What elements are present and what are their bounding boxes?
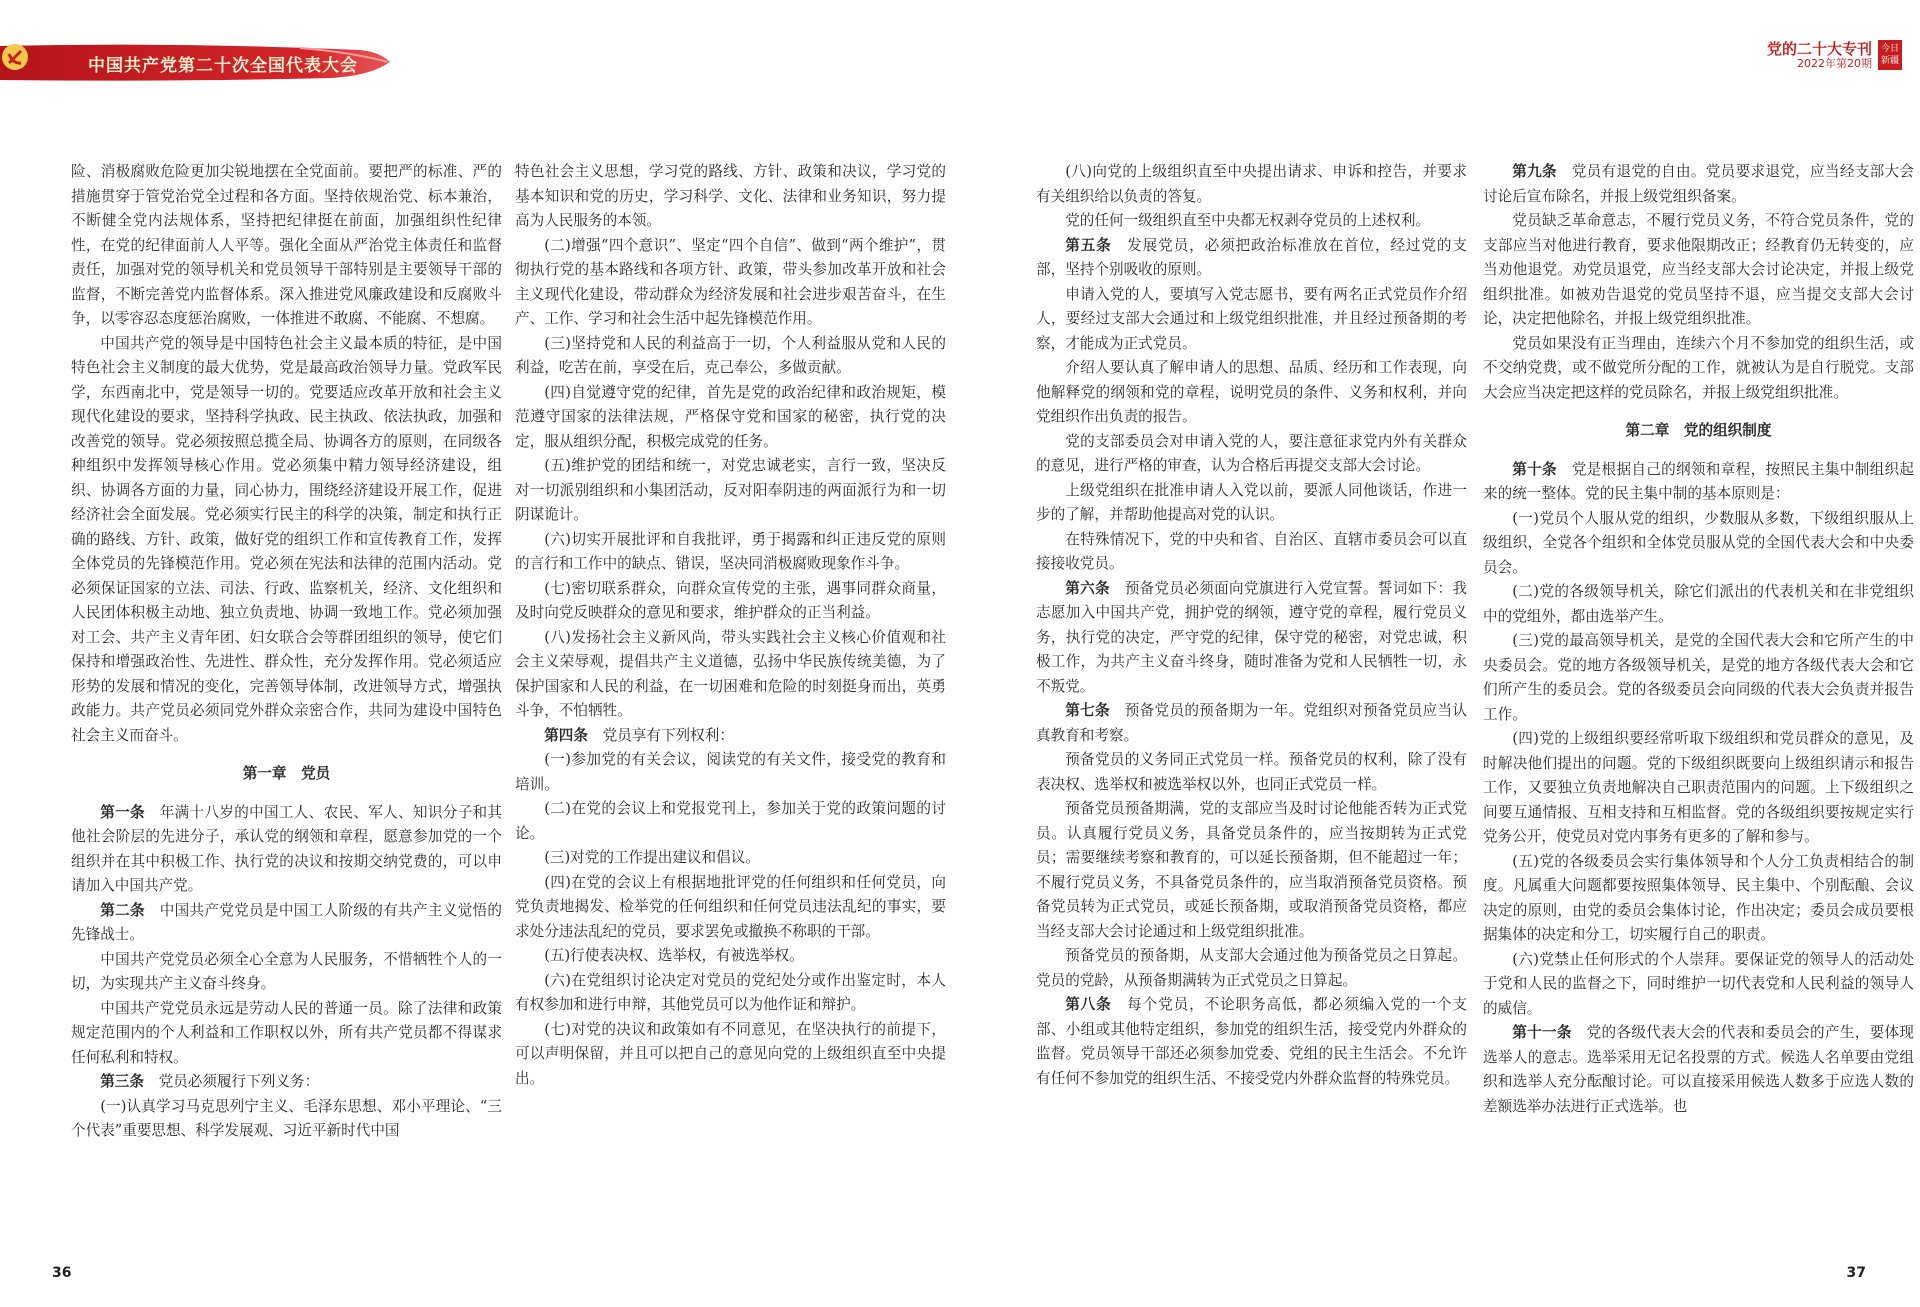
body-paragraph: (七)密切联系群众，向群众宣传党的主张，遇事同群众商量，及时向党反映群众的意见和要求，维护群众的正当利益。: [515, 579, 946, 621]
article-label: 第七条: [1065, 702, 1110, 719]
body-paragraph: 党的支部委员会对申请入党的人，要注意征求党内外有关群众的意见，进行严格的审查，认为合格后再提交支部大会讨论。: [1036, 432, 1467, 474]
article-paragraph: [71, 1070, 502, 1095]
article-label: 第四条: [544, 726, 588, 744]
body-paragraph: (三)党的最高领导机关，是党的全国代表大会和它所产生的中央委员会。党的地方各级领导机关，是党的地方各级代表大会和它们所产生的委员会。党的各级委员会向同级的代表大会负责并报告工作。: [1483, 632, 1914, 723]
article-body: 党是根据自己的纲领和章程，按照民主集中制组织起来的统一整体。党的民主集中制的基本原则是：: [1483, 460, 1914, 502]
article-label: 第九条: [1512, 163, 1557, 180]
body-paragraph: 中国共产党的领导是中国特色社会主义最本质的特征，是中国特色社会主义制度的最大优势，党是最高政治领导力量。党政军民学，东西南北中，党是领导一切的。党要适应改革开放和社会主义现代化建设的要求，坚持科学执政、民主执政、依法执政，加强和改善党的领导。党必须按照总揽全局、协调各方的原则，在同级各种组织中发挥领导核心作用。党必须集中精力领导经济建设，组织、协调各方面的力量，同心协力，围绕经济建设开展工作，促进经济社会全面发展。党必须实行民主的科学的决策，制定和执行正确的路线、方针、政策，做好党的组织工作和宣传教育工作，发挥全体党员的先锋模范作用。党必须在宪法和法律的范围内活动。党必须保证国家的立法、司法、行政、监察机关，经济、文化组织和人民团体积极主动地、独立负责地、协调一致地工作。党必须加强对工会、共产主义青年团、妇女联合会等群团组织的领导，使它们保持和增强政治性、先进性、群众性，充分发挥作用。党必须适应形势的发展和情况的变化，完善领导体制，改进领导方式，增强执政能力。共产党员必须同党外群众亲密合作，共同为建设中国特色社会主义而奋斗。: [71, 334, 502, 744]
body-paragraph: (四)自觉遵守党的纪律，首先是党的政治纪律和政治规矩，模范遵守国家的法律法规，严格保守党和国家的秘密，执行党的决定，服从组织分配，积极完成党的任务。: [515, 383, 946, 450]
logo-text-bottom: 新疆: [1880, 56, 1899, 66]
text-column-2: [515, 160, 946, 1091]
body-paragraph: (七)对党的决议和政策如有不同意见，在坚决执行的前提下，可以声明保留，并且可以把自己的意见向党的上级组织直至中央提出。: [515, 1020, 946, 1087]
article-paragraph: [71, 899, 502, 948]
article-paragraph: [1036, 993, 1467, 1091]
body-paragraph: 申请入党的人，要填写入党志愿书，要有两名正式党员作介绍人，要经过支部大会通过和上级党组织批准，并且经过预备期的考察，才能成为正式党员。: [1036, 285, 1467, 352]
article-paragraph: [515, 724, 946, 749]
article-body: 发展党员，必须把政治标准放在首位，经过党的支部，坚持个别吸收的原则。: [1036, 236, 1467, 278]
article-body: 预备党员必须面向党旗进行入党宣誓。誓词如下：我志愿加入中国共产党，拥护党的纲领，遵守党的章程，履行党员义务，执行党的决定，严守党的纪律，保守党的秘密，对党忠诚，积极工作，为共产主义奋斗终身，随时准备为党和人民牺牲一切，永不叛党。: [1036, 579, 1467, 695]
article-label: 第八条: [1065, 996, 1112, 1013]
body-paragraph: 险、消极腐败危险更加尖锐地摆在全党面前。要把严的标准、严的措施贯穿于管党治党全过程和各方面。坚持依规治党、标本兼治，不断健全党内法规体系，坚持把纪律挺在前面，加强组织性纪律性，在党的纪律面前人人平等。强化全面从严治党主体责任和监督责任，加强对党的领导机关和党员领导干部特别是主要领导干部的监督，不断完善党内监督体系。深入推进党风廉政建设和反腐败斗争，以零容忍态度惩治腐败，一体推进不敢腐、不能腐、不想腐。: [71, 163, 502, 327]
banner-title: 中国共产党第二十次全国代表大会: [88, 56, 358, 76]
article-paragraph: [1483, 160, 1914, 209]
body-paragraph: 预备党员预备期满，党的支部应当及时讨论他能否转为正式党员。认真履行党员义务，具备党员条件的，应当按期转为正式党员；需要继续考察和教育的，可以延长预备期，但不能超过一年；不履行党员义务，不具备党员条件的，应当取消预备党员资格。预备党员转为正式党员，或延长预备期，或取消预备党员资格，都应当经支部大会讨论通过和上级党组织批准。: [1036, 800, 1467, 940]
article-paragraph: [1036, 577, 1467, 700]
body-paragraph: 党的任何一级组织直至中央都无权剥夺党员的上述权利。: [1065, 212, 1431, 229]
chapter-heading: 第二章 党的组织制度: [1625, 422, 1772, 439]
body-paragraph: (四)党的上级组织要经常听取下级组织和党员群众的意见，及时解决他们提出的问题。党的下级组织既要向上级组织请示和报告工作，又要独立负责地解决自己职责范围内的问题。上下级组织之间要互通情报、互相支持和互相监督。党的各级组织要按规定实行党务公开，使党员对党内事务有更多的了解和参与。: [1483, 730, 1914, 845]
article-paragraph: [71, 801, 502, 899]
article-body: 党的各级代表大会的代表和委员会的产生，要体现选举人的意志。选举采用无记名投票的方式。候选人名单要由党组织和选举人充分酝酿讨论。可以直接采用候选人数多于应选人数的差额选举办法进行正式选举。也: [1483, 1024, 1914, 1115]
body-paragraph: 中国共产党党员必须全心全意为人民服务，不惜牺牲个人的一切，为实现共产主义奋斗终身。: [71, 950, 502, 992]
article-body: 党员享有下列权利：: [587, 726, 734, 744]
body-paragraph: (二)增强“四个意识”、坚定“四个自信”、做到“两个维护”，贯彻执行党的基本路线和各项方针、政策，带头参加改革开放和社会主义现代化建设，带动群众为经济发展和社会进步艰苦奋斗，在生产、工作、学习和社会生活中起先锋模范作用。: [515, 236, 946, 327]
article-paragraph: [1036, 234, 1467, 283]
page-number-right: 37: [1846, 1265, 1866, 1281]
body-paragraph: 中国共产党党员永远是劳动人民的普通一员。除了法律和政策规定范围内的个人利益和工作职权以外，所有共产党员都不得谋求任何私利和特权。: [71, 999, 502, 1066]
article-label: 第二条: [100, 901, 145, 919]
body-paragraph: (五)党的各级委员会实行集体领导和个人分工负责相结合的制度。凡属重大问题都要按照集体领导、民主集中、个别酝酿、会议决定的原则，由党的委员会集体讨论，作出决定；委员会成员要根据集体的决定和分工，切实履行自己的职责。: [1483, 852, 1914, 943]
body-paragraph: (二)党的各级领导机关，除它们派出的代表机关和在非党组织中的党组外，都由选举产生。: [1483, 583, 1914, 625]
article-paragraph: [1483, 1021, 1914, 1119]
body-paragraph: (六)切实开展批评和自我批评，勇于揭露和纠正违反党的原则的言行和工作中的缺点、错误，坚决同消极腐败现象作斗争。: [515, 530, 946, 572]
article-body: 中国共产党党员是中国工人阶级的有共产主义觉悟的先锋战士。: [71, 901, 502, 943]
article-label: 第三条: [100, 1073, 144, 1090]
body-paragraph: 预备党员的义务同正式党员一样。预备党员的权利，除了没有表决权、选举权和被选举权以外，也同正式党员一样。: [1036, 751, 1467, 793]
body-paragraph: (五)维护党的团结和统一，对党忠诚老实，言行一致，坚决反对一切派别组织和小集团活动，反对阳奉阴违的两面派行为和一切阴谋诡计。: [515, 457, 946, 523]
text-column-3: [1036, 160, 1467, 1091]
page-number-left: 36: [52, 1265, 72, 1281]
party-emblem-icon: [0, 42, 30, 72]
body-paragraph: 特色社会主义思想，学习党的路线、方针、政策和决议，学习党的基本知识和党的历史，学习科学、文化、法律和业务知识，努力提高为人民服务的本领。: [515, 163, 946, 229]
body-paragraph: (一)党员个人服从党的组织，少数服从多数，下级组织服从上级组织，全党各个组织和全体党员服从党的全国代表大会和中央委员会。: [1483, 509, 1914, 576]
body-paragraph: (三)坚持党和人民的利益高于一切，个人利益服从党和人民的利益，吃苦在前，享受在后，克己奉公，多做贡献。: [515, 334, 946, 376]
masthead: [1767, 40, 1902, 70]
body-paragraph: 介绍人要认真了解申请人的思想、品质、经历和工作表现，向他解释党的纲领和党的章程，说明党员的条件、义务和权利，并向党组织作出负责的报告。: [1036, 359, 1467, 425]
body-paragraph: (一)认真学习马克思列宁主义、毛泽东思想、邓小平理论、“三个代表”重要思想、科学发展观、习近平新时代中国: [71, 1097, 502, 1139]
special-issue-title: 党的二十大专刊: [1766, 40, 1872, 58]
article-label: 第一条: [100, 803, 145, 821]
publication-logo: [1878, 40, 1902, 70]
article-paragraph: [1036, 699, 1467, 748]
congress-banner: [0, 42, 390, 84]
article-body: 预备党员的预备期为一年。党组织对预备党员应当认真教育和考察。: [1036, 702, 1467, 744]
article-paragraph: [1483, 458, 1914, 507]
article-body: 党员有退党的自由。党员要求退党，应当经支部大会讨论后宣布除名，并报上级党组织备案。: [1483, 163, 1914, 205]
body-paragraph: (三)对党的工作提出建议和倡议。: [544, 849, 760, 866]
body-paragraph: (六)在党组织讨论决定对党员的党纪处分或作出鉴定时，本人有权参加和进行申辩，其他党员可以为他作证和辩护。: [515, 971, 946, 1013]
body-paragraph: 预备党员的预备期，从支部大会通过他为预备党员之日算起。党员的党龄，从预备期满转为正式党员之日算起。: [1036, 947, 1467, 989]
body-paragraph: 党员缺乏革命意志，不履行党员义务，不符合党员条件，党的支部应当对他进行教育，要求他限期改正；经教育仍无转变的，应当劝他退党。劝党员退党，应当经支部大会讨论决定，并报上级党组织批准。如被劝告退党的党员坚持不退，应当提交支部大会讨论，决定把他除名，并报上级党组织批准。: [1483, 212, 1914, 327]
issue-number: 2022年第20期: [1797, 57, 1872, 70]
body-paragraph: 在特殊情况下，党的中央和省、自治区、直辖市委员会可以直接接收党员。: [1036, 530, 1467, 572]
article-label: 第十一条: [1512, 1024, 1572, 1041]
body-paragraph: (八)向党的上级组织直至中央提出请求、申诉和控告，并要求有关组织给以负责的答复。: [1036, 163, 1467, 205]
body-paragraph: (五)行使表决权、选举权，有被选举权。: [544, 947, 804, 964]
text-column-4: [1483, 160, 1914, 1119]
text-column-1: [71, 160, 502, 1144]
body-paragraph: 党员如果没有正当理由，连续六个月不参加党的组织生活，或不交纳党费，或不做党所分配的工作，就被认为是自行脱党。支部大会应当决定把这样的党员除名，并报上级党组织批准。: [1483, 334, 1914, 401]
body-paragraph: (二)在党的会议上和党报党刊上，参加关于党的政策问题的讨论。: [515, 800, 946, 842]
article-label: 第五条: [1065, 236, 1112, 254]
body-paragraph: (一)参加党的有关会议，阅读党的有关文件，接受党的教育和培训。: [515, 751, 946, 793]
body-paragraph: (八)发扬社会主义新风尚，带头实践社会主义核心价值观和社会主义荣辱观，提倡共产主义道德，弘扬中华民族传统美德，为了保护国家和人民的利益，在一切困难和危险的时刻挺身而出，英勇斗争，不怕牺牲。: [515, 628, 946, 719]
logo-text-top: 今日: [1880, 44, 1899, 54]
chapter-heading: 第一章 党员: [242, 765, 331, 782]
body-paragraph: (六)党禁止任何形式的个人崇拜。要保证党的领导人的活动处于党和人民的监督之下，同时维护一切代表党和人民利益的领导人的威信。: [1483, 950, 1914, 1017]
article-label: 第六条: [1065, 579, 1110, 597]
article-label: 第十条: [1512, 460, 1557, 478]
article-body: 党员必须履行下列义务：: [143, 1073, 320, 1090]
article-body: 每个党员，不论职务高低，都必须编入党的一个支部、小组或其他特定组织，参加党的组织生活，接受党内外群众的监督。党员领导干部还必须参加党委、党组的民主生活会。不允许有任何不参加党的组织生活、不接受党内外群众监督的特殊党员。: [1036, 996, 1467, 1087]
body-paragraph: (四)在党的会议上有根据地批评党的任何组织和任何党员，向党负责地揭发、检举党的任何组织和任何党员违法乱纪的事实，要求处分违法乱纪的党员，要求罢免或撤换不称职的干部。: [515, 873, 946, 940]
article-body: 年满十八岁的中国工人、农民、军人、知识分子和其他社会阶层的先进分子，承认党的纲领和章程，愿意参加党的一个组织并在其中积极工作、执行党的决议和按期交纳党费的，可以申请加入中国共产党。: [71, 803, 502, 894]
body-paragraph: 上级党组织在批准申请人入党以前，要派人同他谈话，作进一步的了解，并帮助他提高对党的认识。: [1036, 481, 1467, 523]
